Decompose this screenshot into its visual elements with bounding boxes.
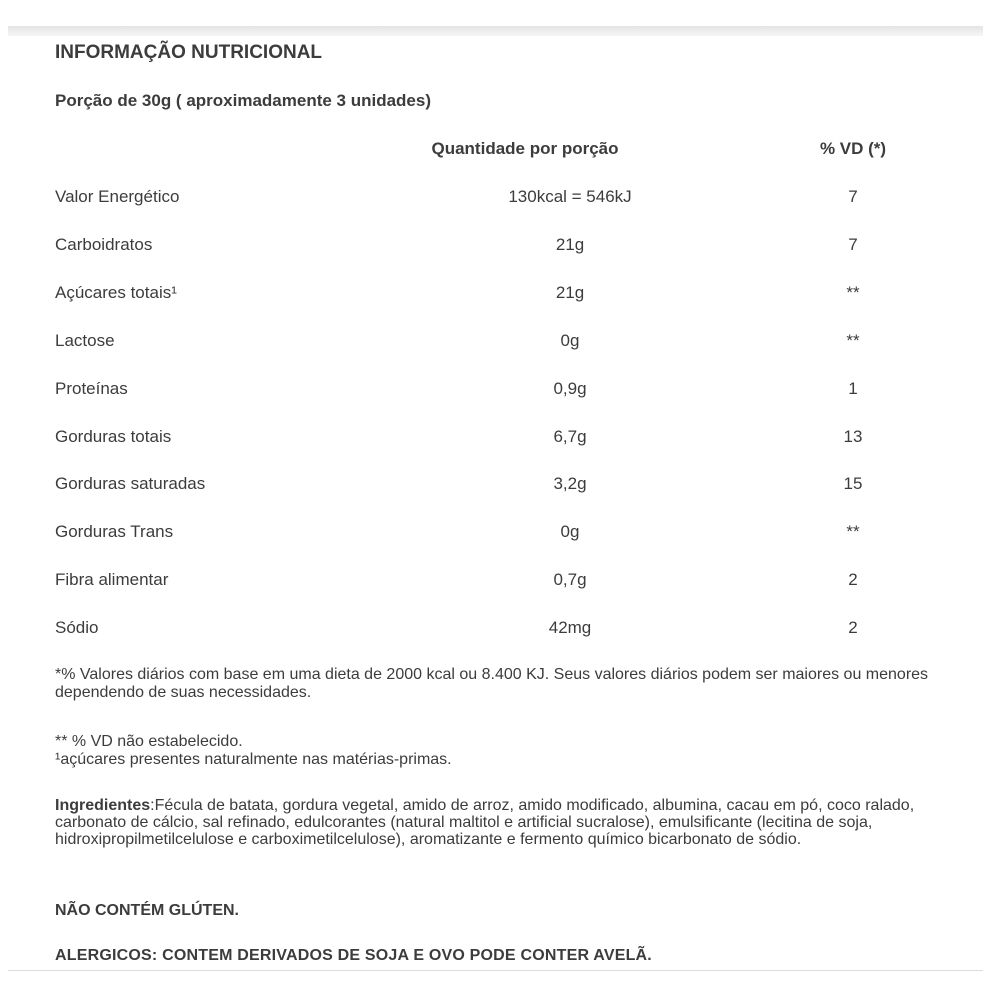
table-row (55, 570, 975, 600)
cell-qty: 0g (560, 330, 580, 350)
cell-qty: 3,2g (553, 474, 587, 494)
cell-name: Gorduras Trans (55, 522, 174, 542)
cell-qty: 21g (555, 282, 585, 302)
ingredients-text: :Fécula de batata, gordura vegetal, amido de arroz, amido modificado, albumina, cacau em pó, coco ralado, carbonato de cálcio, sal refinado, edulcorantes (natural maltitol e artificial sucralose), emulsificante (lecitina de soja, hidroxipropilmetilcelulose e carboximetilcelulose), aromatizante e fermento químico bicarbonato de sódio. (55, 797, 915, 848)
cell-name: Valor Energético (55, 187, 180, 206)
sugars-note: ¹açúcares presentes naturalmente nas matérias-primas. (55, 751, 452, 768)
cell-vd: 7 (848, 187, 858, 206)
cell-vd: 15 (843, 474, 863, 494)
table-row (55, 331, 975, 361)
cell-vd: ** (846, 282, 860, 302)
cell-vd: 13 (843, 426, 863, 446)
cell-qty: 0,7g (553, 570, 587, 590)
cell-name: Sódio (55, 618, 99, 638)
allergens-statement: ALERGICOS: CONTEM DERIVADOS DE SOJA E OVO PODE CONTER AVELÃ. (55, 947, 652, 964)
cell-vd: 7 (848, 234, 858, 254)
portion-size: Porção de 30g ( aproximadamente 3 unidades) (55, 91, 432, 110)
cell-name: Açúcares totais¹ (55, 282, 177, 302)
gluten-statement: NÃO CONTÉM GLÚTEN. (55, 902, 239, 919)
daily-values-note: *% Valores diários com base em uma dieta de 2000 kcal ou 8.400 KJ. Seus valores diários podem ser maiores ou menores dependendo de suas necessidades. (55, 666, 929, 701)
table-row (55, 379, 975, 409)
bottom-divider (8, 970, 983, 971)
table-row (55, 618, 975, 648)
ingredients-paragraph (55, 797, 985, 848)
table-row (55, 427, 975, 457)
table-row (55, 187, 975, 217)
cell-name: Gorduras totais (55, 426, 172, 446)
cell-qty: 21g (555, 234, 585, 254)
ingredients-label: Ingredientes (55, 797, 151, 814)
table-row (55, 283, 975, 313)
cell-vd: ** (846, 330, 860, 350)
table-row (55, 522, 975, 552)
table-row (55, 235, 975, 265)
cell-name: Gorduras saturadas (55, 474, 206, 494)
vd-not-established-note: ** % VD não estabelecido. (55, 733, 243, 750)
header-quantity: Quantidade por porção (431, 139, 619, 158)
cell-qty: 42mg (548, 618, 592, 638)
cell-name: Fibra alimentar (55, 570, 169, 590)
cell-qty: 6,7g (553, 426, 587, 446)
page-title: INFORMAÇÃO NUTRICIONAL (55, 42, 323, 63)
header-vd: % VD (*) (819, 139, 887, 158)
cell-vd: 2 (848, 570, 858, 590)
cell-name: Lactose (55, 330, 115, 350)
cell-vd: 1 (848, 378, 858, 398)
cell-name: Carboidratos (55, 234, 153, 254)
table-row (55, 474, 975, 504)
cell-name: Proteínas (55, 378, 128, 398)
cell-vd: ** (846, 522, 860, 542)
cell-qty: 0,9g (553, 378, 587, 398)
cell-qty: 0g (560, 522, 580, 542)
cell-vd: 2 (848, 618, 858, 638)
cell-qty: 130kcal = 546kJ (508, 187, 632, 206)
top-divider (8, 26, 983, 36)
